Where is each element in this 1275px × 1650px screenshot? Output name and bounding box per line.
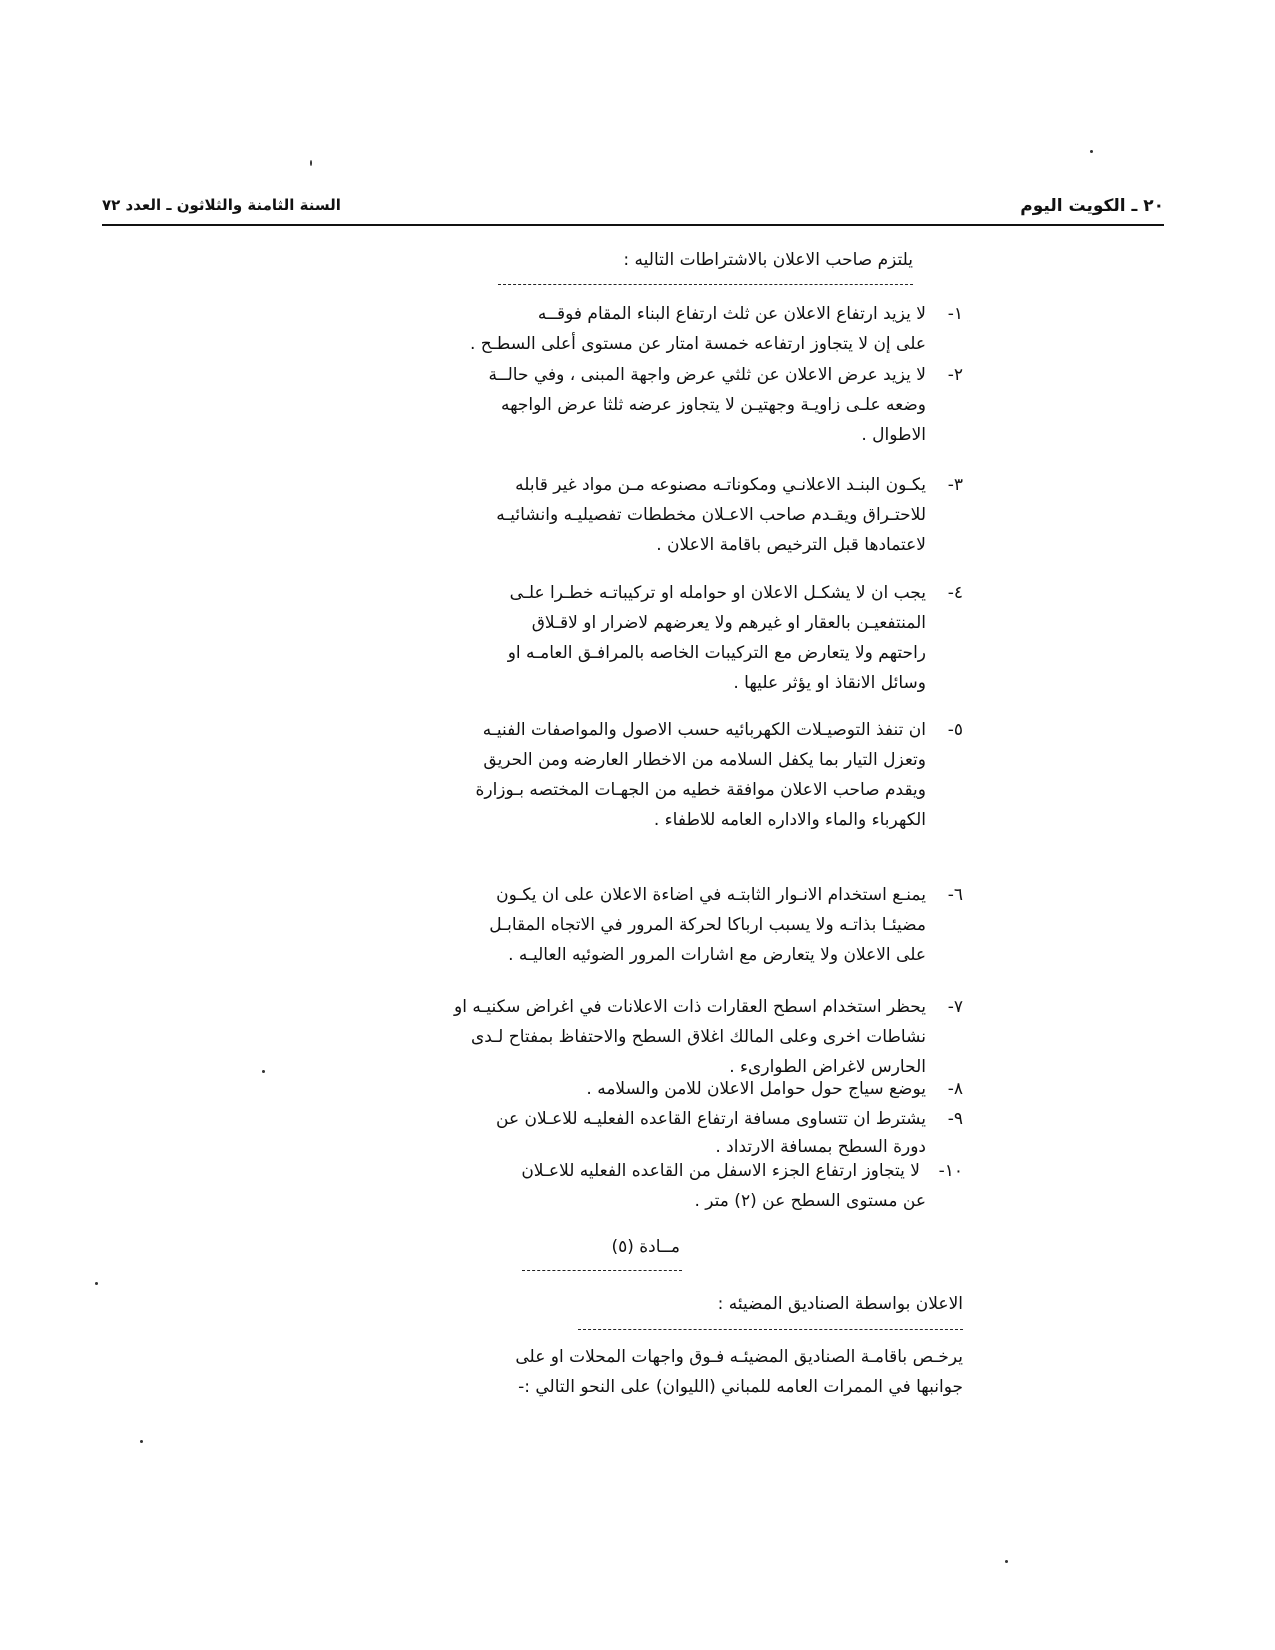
article-subheading-underline: [578, 1329, 963, 1330]
item-6-number: ٦-: [947, 885, 963, 905]
item-2-line-2: وضعه علـى زاويـة وجهتيـن لا يتجاوز عرضه ثلثا عرض الواجهه: [500, 395, 926, 415]
article-paragraph-line-1: يرخـص باقامـة الصناديق المضيئـه فـوق واجهات المحلات او على: [515, 1347, 963, 1367]
scan-speck: [140, 1440, 143, 1443]
item-5-line-4: الكهرباء والماء والاداره العامه للاطفاء .: [653, 810, 926, 830]
item-3-line-3: لاعتمادها قبل الترخيص باقامة الاعلان .: [656, 535, 926, 555]
item-4-line-2: المنتفعيـن بالعقار او غيرهم ولا يعرضهم لاضرار او لاقـلاق: [531, 613, 926, 633]
item-7-number: ٧-: [947, 997, 963, 1017]
item-6-line-2: مضيئـا بذاتـه ولا يسبب ارباكا لحركة المرور في الاتجاه المقابـل: [489, 915, 926, 935]
scan-speck: [310, 160, 312, 166]
item-4-line-4: وسائل الانقاذ او يؤثر عليها .: [733, 673, 926, 693]
item-2-line-1: لا يزيد عرض الاعلان عن ثلثي عرض واجهة المبنى ، وفي حالــة: [488, 365, 926, 385]
article-title: مــادة (٥): [611, 1237, 680, 1257]
item-9-number: ٩-: [947, 1109, 963, 1129]
item-4-line-1: يجب ان لا يشكـل الاعلان او حوامله او تركيباتـه خطـرا علـى: [509, 583, 926, 603]
item-7-line-3: الحارس لاغراض الطوارىء .: [729, 1057, 926, 1077]
item-5-line-1: ان تنفذ التوصيـلات الكهربائيه حسب الاصول والمواصفات الفنيـه: [482, 720, 926, 740]
item-3-number: ٣-: [947, 475, 963, 495]
item-10-line-2: عن مستوى السطح عن (٢) متر .: [694, 1191, 926, 1211]
item-9-line-2: دورة السطح بمسافة الارتداد .: [715, 1137, 926, 1157]
scan-speck: [1005, 1560, 1008, 1563]
intro-underline: [498, 284, 913, 285]
item-7-line-2: نشاطات اخرى وعلى المالك اغلاق السطح والاحتفاظ بمفتاح لـدى: [470, 1027, 926, 1047]
item-4-number: ٤-: [947, 583, 963, 603]
item-10-line-1: لا يتجاوز ارتفاع الجزء الاسفل من القاعده الفعليه للاعـلان: [521, 1161, 920, 1181]
item-5-line-3: ويقدم صاحب الاعلان موافقة خطيه من الجهـات المختصه بـوزارة: [475, 780, 926, 800]
item-2-number: ٢-: [947, 365, 963, 385]
item-2-line-3: الاطوال .: [861, 425, 926, 445]
item-9-line-1: يشترط ان تتساوى مسافة ارتفاع القاعده الفعليـه للاعـلان عن: [496, 1109, 926, 1129]
item-1-line-2: على إن لا يتجاوز ارتفاعه خمسة امتار عن مستوى أعلى السطـح .: [470, 334, 926, 354]
item-4-line-3: راحتهم ولا يتعارض مع التركيبات الخاصه بالمرافـق العامـه او: [507, 643, 926, 663]
intro-text: يلتزم صاحب الاعلان بالاشتراطات التاليه :: [623, 250, 913, 270]
scan-speck: [262, 1070, 265, 1073]
item-8-line-1: يوضع سياج حول حوامل الاعلان للامن والسلامه .: [586, 1079, 926, 1099]
page-title: ٢٠ ـ الكويت اليوم: [1020, 196, 1164, 216]
item-6-line-1: يمنـع استخدام الانـوار الثابتـه في اضاءة الاعلان على ان يكـون: [496, 885, 926, 905]
item-3-line-2: للاحتـراق ويقـدم صاحب الاعـلان مخططات تفصيليـه وانشائيـه: [496, 505, 926, 525]
scan-speck: [95, 1282, 98, 1285]
item-5-number: ٥-: [947, 720, 963, 740]
article-paragraph-line-2: جوانبها في الممرات العامه للمباني (الليوان) على النحو التالي :-: [518, 1377, 963, 1397]
item-10-number: ١٠-: [938, 1161, 963, 1181]
scan-speck: [1090, 150, 1093, 153]
item-7-line-1: يحظر استخدام اسطح العقارات ذات الاعلانات في اغراض سكنيـه او: [453, 997, 926, 1017]
issue-info: السنة الثامنة والثلاثون ـ العدد ٧٢: [102, 196, 341, 214]
article-subheading: الاعلان بواسطة الصناديق المضيئه :: [717, 1294, 963, 1314]
article-title-underline: [522, 1270, 682, 1271]
item-8-number: ٨-: [947, 1079, 963, 1099]
item-6-line-3: على الاعلان ولا يتعارض مع اشارات المرور الضوئيه العاليـه .: [508, 945, 926, 965]
page-header: [102, 196, 1164, 226]
item-1-line-1: لا يزيد ارتفاع الاعلان عن ثلث ارتفاع البناء المقام فوقــه: [537, 304, 926, 324]
item-1-number: ١-: [947, 304, 963, 324]
item-5-line-2: وتعزل التيار بما يكفل السلامه من الاخطار العارضه ومن الحريق: [483, 750, 926, 770]
item-3-line-1: يكـون البنـد الاعلانـي ومكوناتـه مصنوعه مـن مواد غير قابله: [515, 475, 926, 495]
